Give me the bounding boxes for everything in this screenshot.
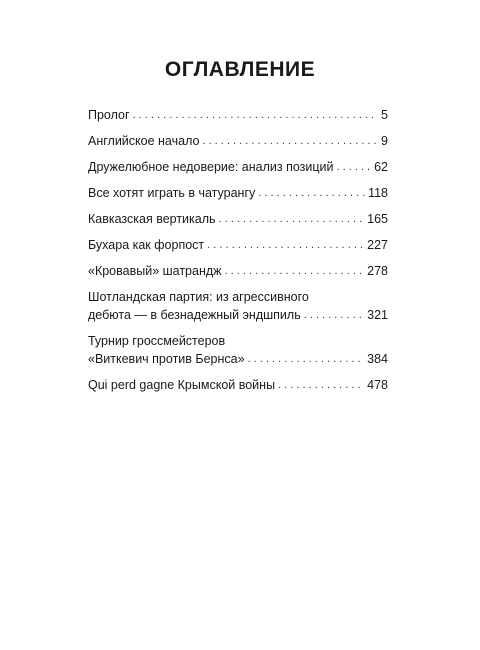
toc-entry[interactable] [88, 332, 388, 368]
toc-page-number: 118 [368, 186, 388, 200]
toc-line [88, 158, 388, 176]
table-of-contents [88, 106, 388, 402]
toc-page-number: 62 [374, 160, 388, 174]
toc-entry-title: Английское начало [88, 134, 200, 148]
toc-leader-dots [278, 377, 364, 393]
toc-line [88, 306, 388, 324]
toc-line [88, 350, 388, 368]
toc-leader-dots [258, 185, 365, 201]
toc-page-number: 9 [381, 134, 388, 148]
page-title: ОГЛАВЛЕНИЕ [164, 58, 316, 81]
toc-entry-title: Пролог [88, 108, 130, 122]
toc-leader-dots [248, 351, 365, 367]
toc-entry[interactable] [88, 158, 388, 176]
toc-entry-title: Кавказская вертикаль [88, 212, 216, 226]
toc-page-number: 278 [367, 264, 388, 278]
toc-line [88, 106, 388, 124]
toc-entry-title: Все хотят играть в чатурангу [88, 186, 256, 200]
toc-entry-title: Qui perd gagne Крымской войны [88, 378, 276, 392]
toc-leader-dots [207, 237, 364, 253]
toc-page-number: 5 [381, 108, 388, 122]
toc-entry-title: Дружелюбное недоверие: анализ позиций [88, 160, 334, 174]
toc-entry[interactable] [88, 132, 388, 150]
toc-entry[interactable] [88, 288, 388, 324]
toc-entry[interactable] [88, 376, 388, 394]
toc-entry[interactable] [88, 184, 388, 202]
toc-entry-title-line-1: Турнир гроссмейстеров [88, 334, 226, 348]
toc-entry[interactable] [88, 210, 388, 228]
toc-leader-dots [337, 159, 372, 175]
toc-page-number: 384 [367, 352, 388, 366]
toc-line [88, 262, 388, 280]
toc-page-number: 321 [367, 308, 388, 322]
toc-entry-title-line-2: дебюта — в безнадежный эндшпиль [88, 308, 301, 322]
toc-line [88, 210, 388, 228]
toc-entry-title: «Кровавый» шатрандж [88, 264, 222, 278]
toc-leader-dots [219, 211, 365, 227]
toc-leader-dots [202, 133, 378, 149]
toc-page-number: 165 [367, 212, 388, 226]
toc-leader-dots [225, 263, 365, 279]
toc-entry-title-line-1: Шотландская партия: из агрессивного [88, 290, 309, 304]
toc-line [88, 184, 388, 202]
toc-page-number: 478 [367, 378, 388, 392]
toc-line [88, 376, 388, 394]
toc-leader-dots [133, 107, 378, 123]
toc-entry-title-line-2: «Виткевич против Бернса» [88, 352, 245, 366]
toc-entry[interactable] [88, 106, 388, 124]
toc-leader-dots [304, 307, 364, 323]
toc-line [88, 132, 388, 150]
toc-entry[interactable] [88, 262, 388, 280]
toc-entry-title: Бухара как форпост [88, 238, 205, 252]
toc-line [88, 236, 388, 254]
toc-entry[interactable] [88, 236, 388, 254]
toc-page-number: 227 [367, 238, 388, 252]
